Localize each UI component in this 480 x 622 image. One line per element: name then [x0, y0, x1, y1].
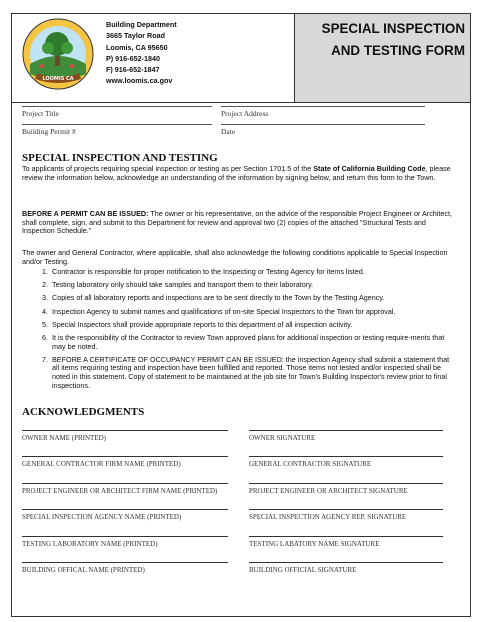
printed-name-field[interactable] — [22, 562, 228, 574]
before-permit-paragraph — [22, 210, 452, 236]
signature-label: SPECIAL INSPECTION AGENCY REP. SIGNATURE — [249, 513, 407, 521]
signature-label: BUILDING OFFICIAL SIGNATURE — [249, 566, 357, 574]
list-item: 6. It is the responsibility of the Contractor to review Town approved plans for additional inspection or testing require-ments that may be noted. — [50, 334, 452, 351]
signature-label: GENERAL CONTRACTOR SIGNATURE — [249, 460, 372, 468]
signature-line — [249, 430, 443, 431]
signature-line — [22, 456, 228, 457]
contact-block — [106, 19, 177, 87]
signature-line — [249, 536, 443, 537]
section-title: SPECIAL INSPECTION AND TESTING — [22, 152, 218, 164]
project-title-label: Project Title — [22, 109, 59, 118]
fax-number: F) 916-652-1847 — [106, 65, 160, 75]
printed-name-field[interactable] — [22, 430, 228, 442]
project-address-field[interactable] — [221, 106, 425, 118]
svg-text:LOOMIS CA: LOOMIS CA — [42, 76, 74, 82]
city-state-zip: Loomis, CA 95650 — [106, 42, 168, 52]
signature-label: SPECIAL INSPECTION AGENCY NAME (PRINTED) — [22, 513, 182, 521]
form-title-line2: AND TESTING FORM — [331, 43, 465, 58]
signature-field[interactable] — [249, 430, 443, 442]
owner-text: The owner and General Contractor, where applicable, shall also acknowledge the following conditions applicable to Special Inspection and/or Testing. — [22, 248, 448, 266]
list-item: 4. Inspection Agency to submit names and qualifications of on-site Special Inspectors to the Town for approval. — [50, 308, 452, 317]
printed-name-field[interactable] — [22, 456, 228, 468]
intro-text-c: , please review the information below, acknowledge an understanding of the information by signing below, and return this form to the Town. — [22, 164, 451, 182]
signature-label: OWNER NAME (PRINTED) — [22, 434, 106, 442]
conditions-list — [22, 268, 452, 390]
signature-field[interactable] — [249, 562, 443, 574]
project-title-field[interactable] — [22, 106, 212, 118]
phone-number: P) 916-652-1840 — [106, 53, 160, 63]
signature-label: BUILDING OFFICAL NAME (PRINTED) — [22, 566, 145, 574]
signature-label: PROJECT ENGINEER OR ARCHITECT FIRM NAME (PRINTED) — [22, 487, 218, 495]
website-link[interactable]: www.loomis.ca.gov — [106, 76, 173, 86]
date-field[interactable] — [221, 124, 425, 136]
form-title-line1: SPECIAL INSPECTION — [321, 21, 465, 36]
conditions-list-wrap — [22, 268, 452, 395]
street-address: 3665 Taylor Road — [106, 31, 165, 41]
signature-label: PROJECT ENGINEER OR ARCHITECT SIGNATURE — [249, 487, 408, 495]
list-item: 1. Contractor is responsible for proper notification to the Inspecting or Testing Agency for items listed. — [50, 268, 452, 277]
signature-line — [22, 562, 228, 563]
date-label: Date — [221, 127, 236, 136]
printed-name-field[interactable] — [22, 509, 228, 521]
signature-line — [22, 509, 228, 510]
intro-text-a: To applicants of projects requiring special inspection or testing as per Section 1701.5 of the — [22, 164, 314, 173]
owner-paragraph — [22, 249, 452, 266]
form-title-box — [294, 14, 470, 102]
signature-line — [249, 562, 443, 563]
signature-field[interactable] — [249, 456, 443, 468]
header — [12, 14, 470, 103]
before-permit-heading: BEFORE A PERMIT CAN BE ISSUED: — [22, 209, 149, 218]
list-item: 5. Special Inspectors shall provide appropriate reports to this department of all inspection activity. — [50, 321, 452, 330]
list-item: 7. BEFORE A CERTIFICATE OF OCCUPANCY PERMIT CAN BE ISSUED: the inspection Agency shall submit a statement that all items requiring testing and inspection have been fulfilled and reported. Those items not tested and/or inspected shall be noted in this statement. Copy of statement to be maintained at the job site for Town's Building Inspector's review prior to final inspections. — [50, 356, 452, 390]
signature-line — [249, 456, 443, 457]
acknowledgments-title: ACKNOWLEDGMENTS — [22, 406, 145, 418]
signature-label: OWNER SIGNATURE — [249, 434, 316, 442]
signature-line — [22, 483, 228, 484]
signature-line — [22, 536, 228, 537]
intro-paragraph — [22, 165, 452, 182]
signature-field[interactable] — [249, 509, 443, 521]
signature-line — [249, 483, 443, 484]
signature-label: GENERAL CONTRACTOR FIRM NAME (PRINTED) — [22, 460, 181, 468]
printed-name-field[interactable] — [22, 536, 228, 548]
printed-name-field[interactable] — [22, 483, 228, 495]
signature-line — [22, 430, 228, 431]
project-address-label: Project Address — [221, 109, 269, 118]
signature-field[interactable] — [249, 483, 443, 495]
signature-label: TESTING LABATORY NAME SIGNATURE — [249, 540, 380, 548]
intro-text-code: State of California Building Code — [313, 164, 426, 173]
building-permit-label: Building Permit # — [22, 127, 76, 136]
list-item: 3. Copies of all laboratory reports and inspections are to be sent directly to the Town by the Testing Agency. — [50, 294, 452, 303]
signature-field[interactable] — [249, 536, 443, 548]
town-seal-logo — [22, 18, 94, 90]
dept-name: Building Department — [106, 20, 177, 29]
before-permit-text: The owner or his representative, on the advice of the responsible Project Engineer or Architect, shall complete, sign, and submit to this Department for review and approval two (2) copies of the attached "Structural Tests and Inspection Schedule." — [22, 209, 452, 236]
signature-label: TESTING LABORATORY NAME (PRINTED) — [22, 540, 158, 548]
signature-line — [249, 509, 443, 510]
list-item: 2. Testing laboratory only should take samples and transport them to their laboratory. — [50, 281, 452, 290]
building-permit-field[interactable] — [22, 124, 212, 136]
